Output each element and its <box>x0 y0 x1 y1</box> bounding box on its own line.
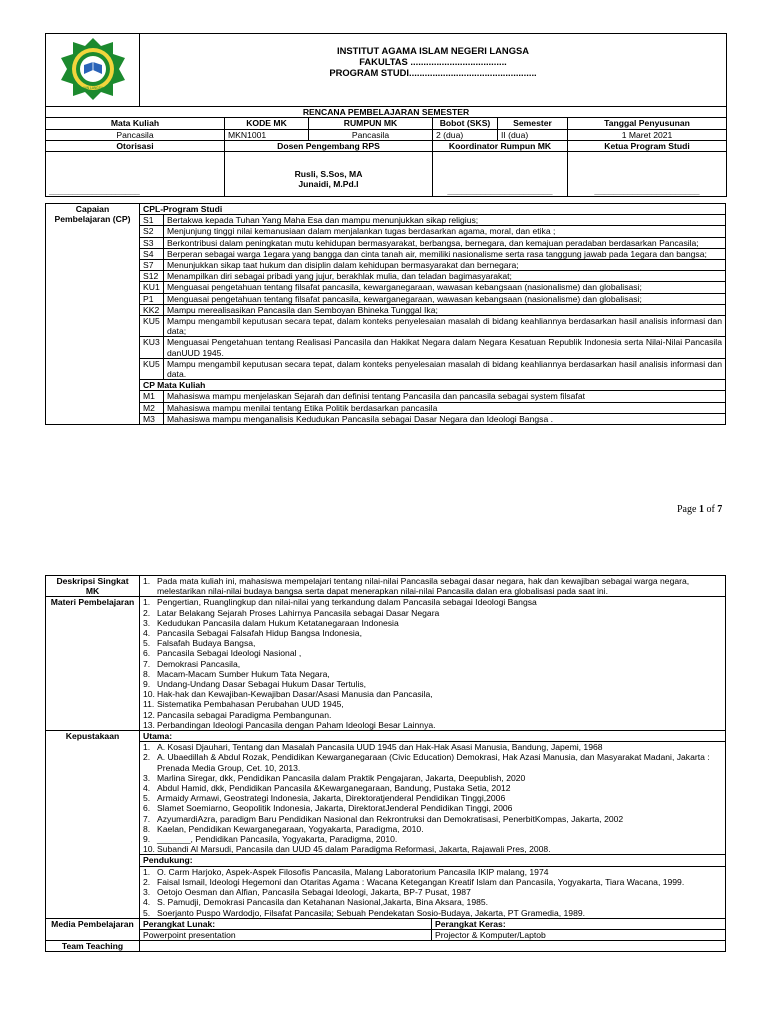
item-number: 8. <box>143 668 151 679</box>
cpl-title: CPL-Program Studi <box>140 204 726 215</box>
item-text: Pancasila Sebagai Falsafah Hidup Bangsa Indonesia, <box>157 628 362 639</box>
page-total: 7 <box>717 504 723 515</box>
list-item <box>143 742 722 752</box>
cpl-text: Menguasai pengetahuan tentang filsafat pancasila, kewarganegaraan, wawasan kebangsaan (nasionalisme) dan globalisasi; <box>164 282 726 293</box>
cpmk-text: Mahasiswa mampu menjelaskan Sejarah dan definisi tentang Pancasila dan pancasila sebagai system filsafat <box>164 391 726 402</box>
cpl-text: Menunjukkan sikap taat hukum dan disiplin dalam kehidupan bermasyarakat dan bernegara; <box>164 260 726 271</box>
cpl-code: P1 <box>140 293 164 304</box>
head-kode-mk: KODE MK <box>225 118 309 129</box>
keras-title: Perangkat Keras: <box>432 918 726 929</box>
head-dosen-pengembang: Dosen Pengembang RPS <box>225 140 433 151</box>
item-number: 5. <box>143 907 151 918</box>
cpmk-code: M3 <box>140 413 164 424</box>
list-item <box>143 844 722 854</box>
cpmk-text: Mahasiswa mampu menganalisis Kedudukan Pancasila sebagai Dasar Negara dan Ideologi Bangsa . <box>164 413 726 424</box>
page-prefix: Page <box>677 504 699 515</box>
cpl-text: Menampilkan diri sebagai pribadi yang jujur, berakhlak mulia, dan teladan bagimasyarakat; <box>164 271 726 282</box>
item-number: 6. <box>143 803 151 814</box>
capaian-table <box>45 203 726 425</box>
item-text: Latar Belakang Sejarah Proses Lahirnya Pancasila sebagai Dasar Negara <box>157 607 440 618</box>
item-text: Soerjanto Puspo Wardodjo, Filsafat Pancasila; Sebuah Pendekatan Sosio-Budaya, Jakarta, PT Gramedia, 1989. <box>157 907 586 918</box>
cpl-text: Mampu merealisasikan Pancasila dan Semboyan Bhineka Tunggal Ika; <box>164 304 726 315</box>
item-text: Pada mata kuliah ini, mahasiswa mempelajari tentang nilai-nilai Pancasila sebagai dasar negara, hak dan kewajiban sebagai warga negara, melestarikan nilai-nilai budaya bangsa serta dapat menerapkan nilai-nilai Pancasila dalan era globalisasi pada saat ini. <box>157 576 690 597</box>
cpl-code: KU5 <box>140 358 164 379</box>
item-text: A. Kosasi Djauhari, Tentang dan Masalah Pancasila UUD 1945 dan Hak-Hak Asasi Manusia, Bandung, Japemi, 1968 <box>157 742 603 753</box>
item-number: 6. <box>143 648 151 659</box>
list-item <box>143 773 722 783</box>
item-number: 7. <box>143 813 151 824</box>
page-of: of <box>703 504 718 515</box>
item-text: Undang-Undang Dasar Sebagai Hukum Dasar Tertulis, <box>157 679 367 690</box>
cpl-text: Mampu mengambil keputusan secara tepat, dalam konteks penyelesaian masalah di bidang keahliannya berdasarkan hasil analisis informasi dan data. <box>164 358 726 379</box>
item-text: AzyumardiAzra, paradigm Baru Pendidikan Nasional dan Rekrontruksi dan Demokratisasi, PenerbitKompas, Jakarta, 2002 <box>157 813 624 824</box>
deskripsi-label: Deskripsi Singkat MK <box>46 576 140 597</box>
item-number: 4. <box>143 783 151 794</box>
cpl-text: Berperan sebagai warga 1egara yang bangga dan cinta tanah air, memiliki nasionalisme serta rasa tanggung jawab pada 1egara dan bangsa; <box>164 248 726 259</box>
item-text: Sistematika Pembahasan Perubahan UUD 1945, <box>157 699 344 710</box>
item-text: Abdul Hamid, dkk, Pendidikan Pancasila &Kewarganegaraan, Bandung, Pustaka Setia, 2012 <box>157 783 511 794</box>
item-number: 2. <box>143 876 151 887</box>
list-item <box>143 628 722 638</box>
cpl-text: Mampu mengambil keputusan secara tepat, dalam konteks penyelesaian masalah di bidang keahliannya berdasarkan hasil analisis informasi dan data; <box>164 316 726 337</box>
item-text: Falsafah Budaya Bangsa, <box>157 638 256 649</box>
val-tanggal: 1 Maret 2021 <box>568 129 727 140</box>
cpl-code: S12 <box>140 271 164 282</box>
cpl-text: Menguasai pengetahuan tentang filsafat pancasila, kewarganegaraan, wawasan kebangsaan (nasionalisme) dan globalisasi; <box>164 293 726 304</box>
lunak-title: Perangkat Lunak: <box>140 918 432 929</box>
cpl-code: S1 <box>140 215 164 226</box>
cpl-code: KK2 <box>140 304 164 315</box>
deskripsi-item <box>143 576 722 596</box>
logo-ring-text: IAIN LANGSA <box>82 86 103 90</box>
item-number: 1. <box>143 742 151 753</box>
item-text: Macam-Macam Sumber Hukum Tata Negara, <box>157 668 330 679</box>
item-text: Pengertian, Ruanglingkup dan nilai-nilai yang terkandung dalam Pancasila sebagai Ideologi Bangsa <box>157 597 537 608</box>
team-teaching-label: Team Teaching <box>46 941 140 952</box>
cpl-text: Berkontribusi dalam peningkatan mutu kehidupan bermasyarakat, berbangsa, bernegara, dan kemajuan peradaban berdasarkan Pancasila; <box>164 237 726 248</box>
keras-value: Projector & Komputer/Laptob <box>432 929 726 940</box>
list-item <box>143 887 722 897</box>
val-bobot: 2 (dua) <box>433 129 498 140</box>
iain-langsa-logo <box>53 36 133 102</box>
head-koordinator: Koordinator Rumpun MK <box>433 140 568 151</box>
item-text: Subandi Al Marsudi, Pancasila dan UUD 45 dalam Paradigma Reformasi, Jakarta, Rajawali Pres, 2008. <box>157 844 551 855</box>
team-teaching-value <box>140 941 726 952</box>
list-item <box>143 720 722 730</box>
list-item <box>143 597 722 607</box>
item-text: S. Pamudji, Demokrasi Pancasila dan Ketahanan Nasional,Jakarta, Bina Aksara, 1985. <box>157 897 489 908</box>
val-semester: II (dua) <box>498 129 568 140</box>
deskripsi-content <box>140 576 726 597</box>
item-text: Demokrasi Pancasila, <box>157 658 241 669</box>
list-item <box>143 669 722 679</box>
page-two-table <box>45 575 726 952</box>
media-label: Media Pembelajaran <box>46 918 140 940</box>
item-number: 5. <box>143 793 151 804</box>
list-item <box>143 867 722 877</box>
head-tanggal: Tanggal Penyusunan <box>568 118 727 129</box>
list-item <box>143 659 722 669</box>
list-item <box>143 752 722 772</box>
item-text: Slamet Soemiarno, Geopolitik Indonesia, Jakarta, DirektoratJenderal Pendidikan Tinggi, 2006 <box>157 803 513 814</box>
item-number: 4. <box>143 897 151 908</box>
cpl-code: KU3 <box>140 337 164 358</box>
cpl-code: S7 <box>140 260 164 271</box>
cpmk-text: Mahasiswa mampu menilai tentang Etika Politik berdasarkan pancasila <box>164 402 726 413</box>
list-item <box>143 679 722 689</box>
list-item <box>143 824 722 834</box>
cpmk-code: M2 <box>140 402 164 413</box>
program-line: PROGRAM STUDI................................................. <box>329 67 537 78</box>
page-current: 1 <box>698 504 704 515</box>
logo-cell <box>46 34 140 107</box>
list-item <box>143 814 722 824</box>
cpl-code: S3 <box>140 237 164 248</box>
item-number: 1. <box>143 597 151 608</box>
item-number: 10. <box>143 689 155 700</box>
lunak-value: Powerpoint presentation <box>140 929 432 940</box>
item-number: 5. <box>143 638 151 649</box>
cpl-text: Menjunjung tinggi nilai kemanusiaan dalam menjalankan tugas berdasarkan agama, moral, dan etika ; <box>164 226 726 237</box>
cpmk-code: M1 <box>140 391 164 402</box>
dosen-name-2: Junaidi, M.Pd.I <box>298 179 359 190</box>
val-mata-kuliah: Pancasila <box>46 129 225 140</box>
list-item <box>143 834 722 844</box>
item-number: 1. <box>143 576 151 586</box>
item-number: 10. <box>143 844 155 855</box>
utama-title: Utama: <box>140 731 726 742</box>
val-kode-mk: MKN1001 <box>225 129 309 140</box>
utama-list <box>140 742 726 855</box>
item-number: 4. <box>143 628 151 639</box>
cpl-code: KU1 <box>140 282 164 293</box>
pendukung-list <box>140 866 726 918</box>
page-number <box>677 504 722 515</box>
list-item <box>143 877 722 887</box>
list-item <box>143 648 722 658</box>
item-text: Perbandingan Ideologi Pancasila dengan Paham Ideologi Besar Lainnya. <box>157 719 436 730</box>
head-rumpun-mk: RUMPUN MK <box>309 118 433 129</box>
list-item <box>143 699 722 709</box>
item-text: Marlina Siregar, dkk, Pendidikan Pancasila dalam Praktik Pengajaran, Jakarta, Deepublish, 2020 <box>157 772 526 783</box>
item-text: Faisal Ismail, Ideologi Hegemoni dan Otaritas Agama : Wacana Ketegangan Kreatif Islam dan Pancasila, Yogyakarta, Tiara Wacana, 1999. <box>157 876 685 887</box>
cpl-code: KU5 <box>140 316 164 337</box>
institution-heading <box>140 34 727 107</box>
item-number: 12. <box>143 709 155 720</box>
materi-label: Materi Pembelajaran <box>46 597 140 731</box>
item-number: 3. <box>143 617 151 628</box>
koordinator-signature: ______________________ <box>433 152 568 197</box>
item-text: Kedudukan Pancasila dalam Hukum Ketatanegaraan Indonesia <box>157 617 399 628</box>
item-text: Kaelan, Pendidikan Kewarganegaraan, Yogyakarta, Paradigma, 2010. <box>157 823 424 834</box>
item-number: 2. <box>143 607 151 618</box>
cpl-code: S2 <box>140 226 164 237</box>
item-number: 9. <box>143 834 151 845</box>
pendukung-title: Pendukung: <box>140 855 726 866</box>
item-number: 3. <box>143 772 151 783</box>
item-text: _______, Pendidikan Pancasila, Yogyakarta, Paradigma, 2010. <box>157 834 398 845</box>
head-ketua-prodi: Ketua Program Studi <box>568 140 727 151</box>
item-text: Armaidy Armawi, Geostrategi Indonesia, Jakarta, Direktoratjenderal Pendidikan Tinggi,2006 <box>157 793 506 804</box>
item-number: 9. <box>143 679 151 690</box>
list-item <box>143 783 722 793</box>
item-number: 7. <box>143 658 151 669</box>
item-text: Pancasila Sebagai Ideologi Nasional , <box>157 648 302 659</box>
list-item <box>143 638 722 648</box>
dosen-signature <box>225 152 433 197</box>
list-item <box>143 689 722 699</box>
head-semester: Semester <box>498 118 568 129</box>
list-item <box>143 710 722 720</box>
item-number: 3. <box>143 887 151 898</box>
kepustakaan-label: Kepustakaan <box>46 731 140 919</box>
item-number: 1. <box>143 866 151 877</box>
list-item <box>143 897 722 907</box>
capaian-label: Capaian Pembelajaran (CP) <box>46 204 140 425</box>
item-text: Oetojo Oesman dan Alfian, Pancasila Sebagai Ideologi, Jakarta, BP-7 Pusat, 1987 <box>157 887 471 898</box>
item-number: 13. <box>143 719 155 730</box>
item-number: 2. <box>143 752 151 763</box>
cpl-code: S4 <box>140 248 164 259</box>
rps-title: RENCANA PEMBELAJARAN SEMESTER <box>46 107 727 118</box>
faculty-line: FAKULTAS ..................................... <box>359 56 507 67</box>
list-item <box>143 618 722 628</box>
rps-header-table <box>45 33 727 197</box>
item-number: 11. <box>143 699 155 710</box>
item-text: Hak-hak dan Kewajiban-Kewajiban Dasar/Asasi Manusia dan Pancasila, <box>157 689 433 700</box>
list-item <box>143 793 722 803</box>
head-otorisasi: Otorisasi <box>46 140 225 151</box>
head-mata-kuliah: Mata Kuliah <box>46 118 225 129</box>
cpmk-title: CP Mata Kuliah <box>140 380 726 391</box>
item-text: Pancasila sebagai Paradigma Pembangunan. <box>157 709 332 720</box>
list-item <box>143 608 722 618</box>
otorisasi-signature: ___________________ <box>46 152 225 197</box>
ketua-signature: ______________________ <box>568 152 727 197</box>
item-text: O. Carm Harjoko, Aspek-Aspek Filosofis Pancasila, Malang Laboratorium Pancasila IKIP malang, 1974 <box>157 866 549 877</box>
list-item <box>143 803 722 813</box>
val-rumpun-mk: Pancasila <box>309 129 433 140</box>
list-item <box>143 908 722 918</box>
dosen-name-1: Rusli, S.Sos, MA <box>294 168 363 179</box>
materi-list <box>140 597 726 731</box>
item-number: 8. <box>143 823 151 834</box>
institute-name: INSTITUT AGAMA ISLAM NEGERI LANGSA <box>337 45 530 56</box>
cpl-text: Bertakwa kepada Tuhan Yang Maha Esa dan mampu menunjukkan sikap religius; <box>164 215 726 226</box>
head-bobot: Bobot (SKS) <box>433 118 498 129</box>
item-text: A. Ubaedillah & Abdul Rozak, Pendidikan Kewarganegaraan (Civic Education) Demokrasi, Hak Azasi Manusia, dan Masyarakat Madani, Jakarta : Prenada Media Group, Cet. 10, 2013. <box>157 752 710 773</box>
cpl-text: Menguasai Pengetahuan tentang Realisasi Pancasila dan Hakikat Negara dalam Negara Kesatuan Republik Indonesia serta Nilai-Nilai Pancasila danUUD 1945. <box>164 337 726 358</box>
